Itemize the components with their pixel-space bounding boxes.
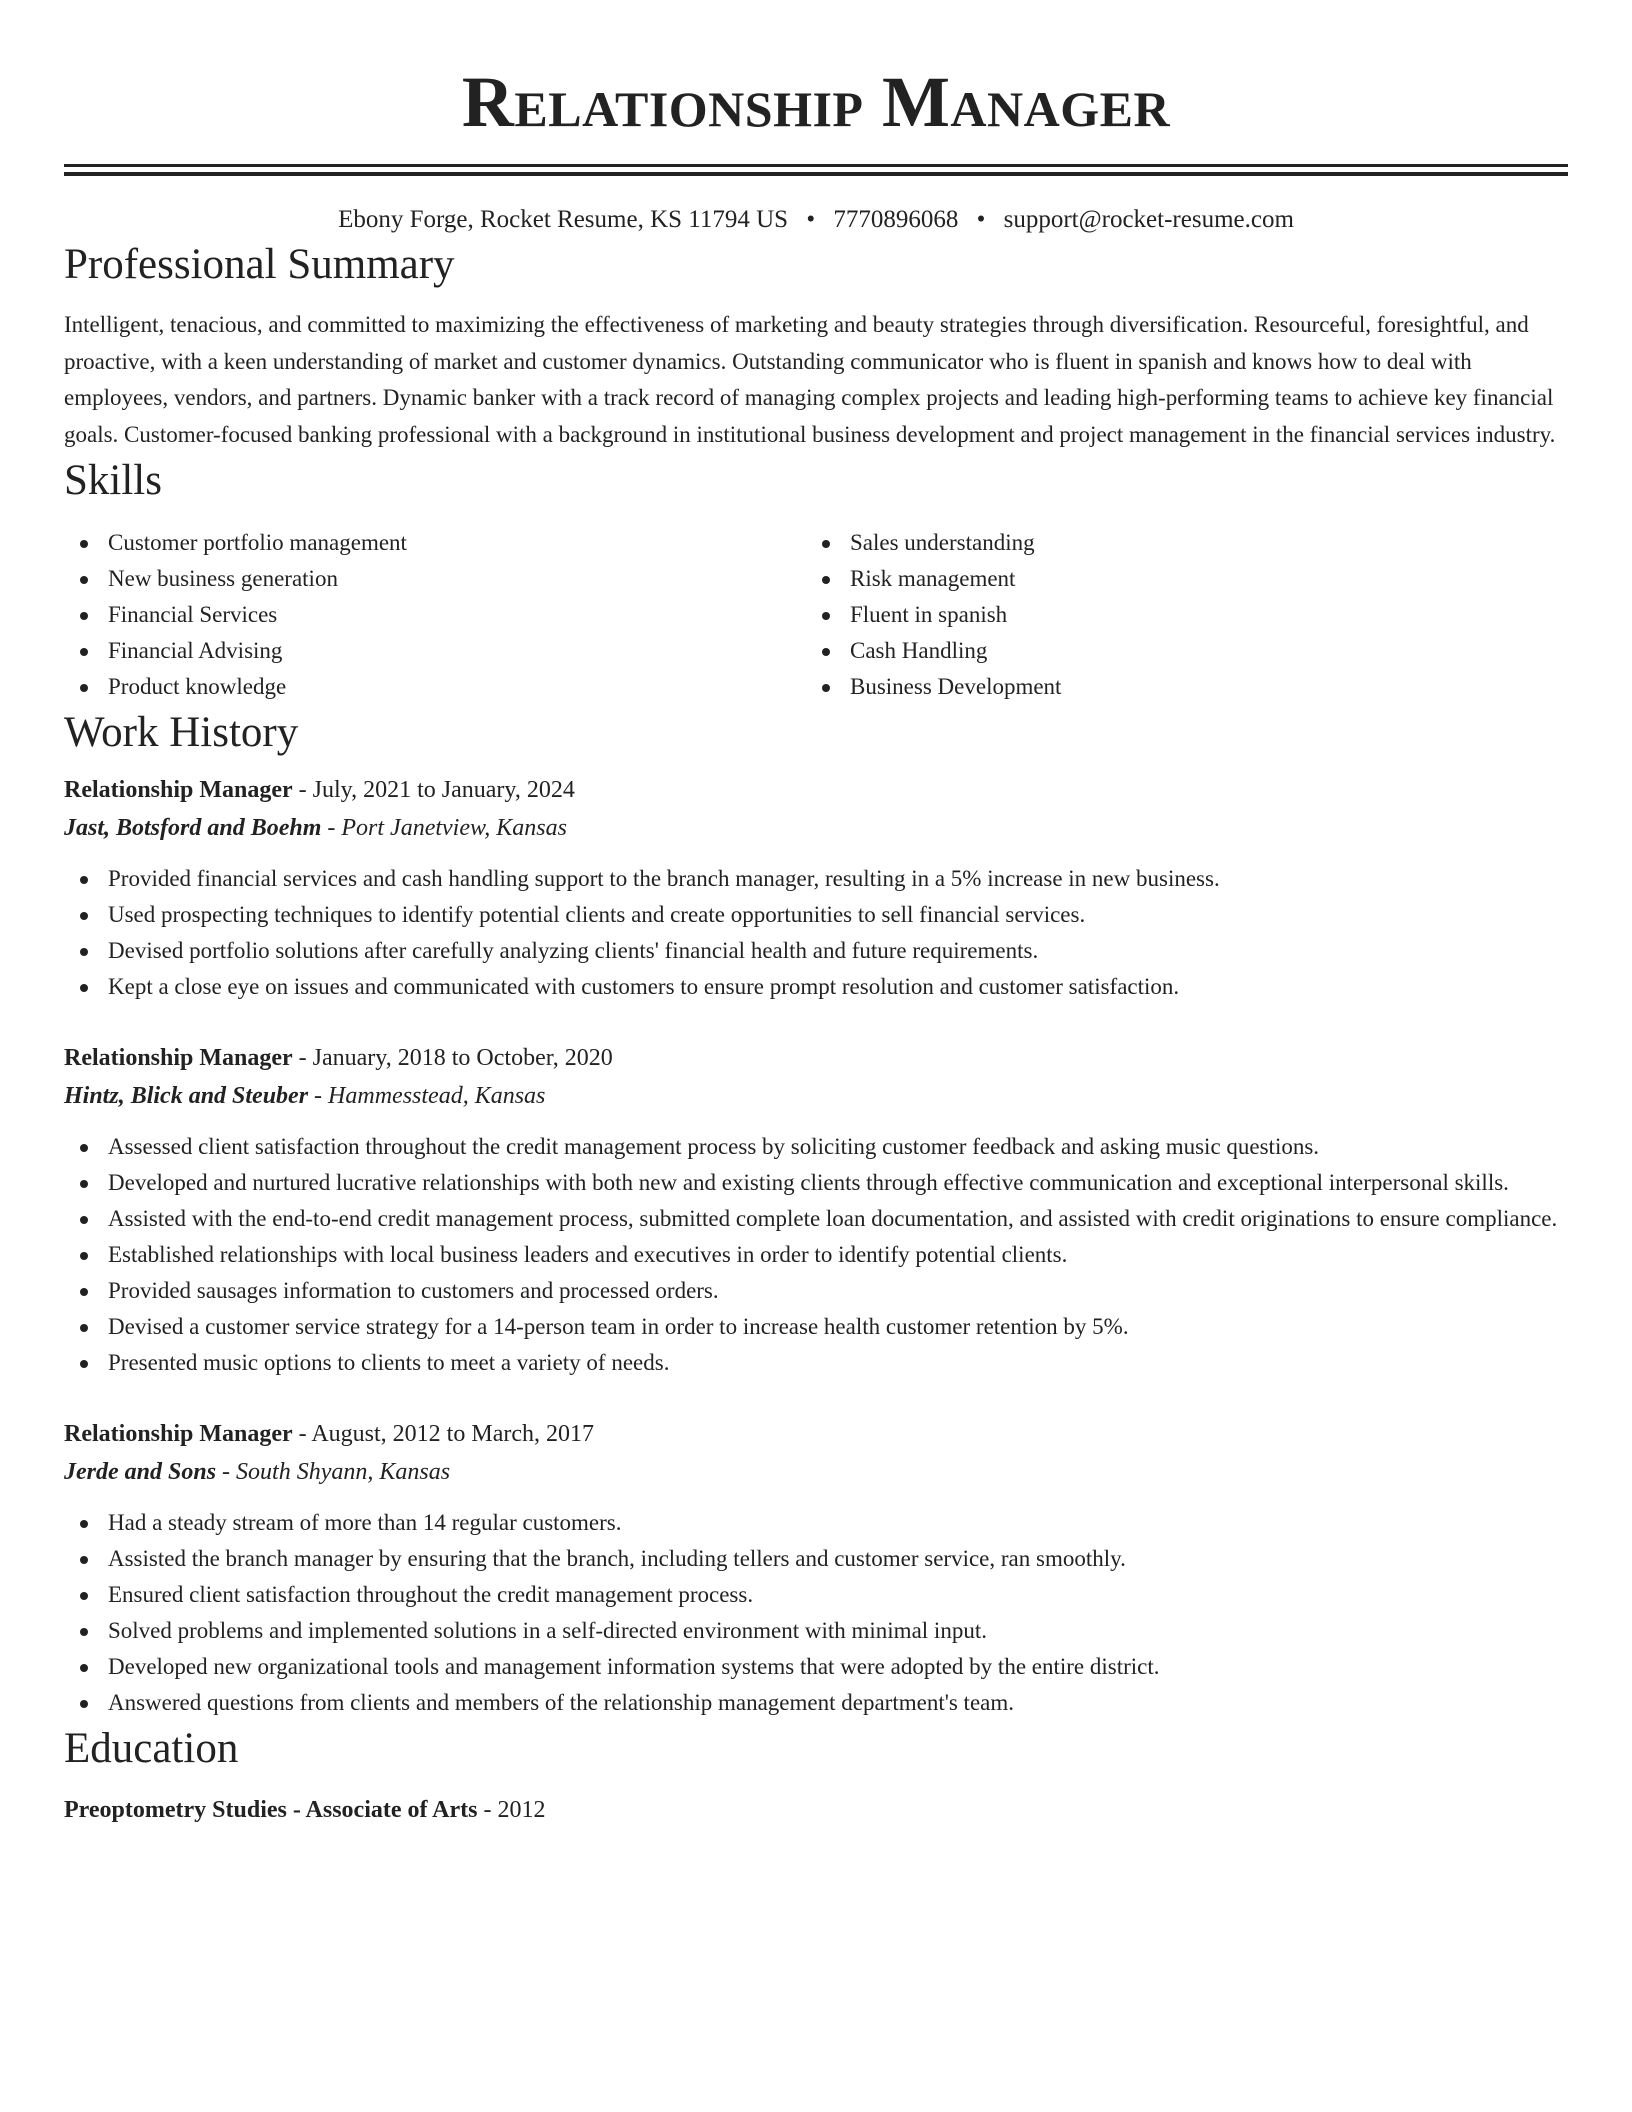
job-bullet: Answered questions from clients and members of the relationship management department's team.	[64, 1685, 1568, 1721]
skill-item: Sales understanding	[806, 525, 1548, 561]
resume-page	[64, 0, 1568, 1829]
job-title-line	[64, 1415, 1568, 1453]
job-bullet: Assessed client satisfaction throughout the credit management process by soliciting customer feedback and asking music questions.	[64, 1129, 1568, 1165]
employer-location: - South Shyann, Kansas	[216, 1459, 451, 1485]
resume-title: Relationship Manager	[461, 62, 1171, 142]
job-bullet: Assisted with the end-to-end credit management process, submitted complete loan documentation, and assisted with credit originations to ensure compliance.	[64, 1201, 1568, 1237]
employer-line	[64, 1453, 1568, 1491]
skills-column-left	[64, 525, 806, 705]
skill-item: Risk management	[806, 561, 1548, 597]
title-divider	[64, 164, 1568, 167]
skill-item: Financial Services	[64, 597, 806, 633]
employer-location: - Hammesstead, Kansas	[308, 1083, 546, 1109]
job-dates: - January, 2018 to October, 2020	[292, 1045, 613, 1071]
job-bullet: Assisted the branch manager by ensuring that the branch, including tellers and customer service, ran smoothly.	[64, 1541, 1568, 1577]
contact-address: Ebony Forge, Rocket Resume, KS 11794 US	[338, 206, 789, 233]
skill-item: Cash Handling	[806, 633, 1548, 669]
job-bullet: Devised a customer service strategy for a 14-person team in order to increase health customer retention by 5%.	[64, 1309, 1568, 1345]
skills-list	[64, 525, 1568, 705]
contact-line	[64, 203, 1568, 237]
employer-name: Jerde and Sons	[64, 1459, 217, 1485]
job-entry	[64, 771, 1568, 1005]
job-title: Relationship Manager	[64, 1421, 293, 1447]
contact-separator: •	[806, 206, 816, 233]
skill-item: Financial Advising	[64, 633, 806, 669]
job-dates: - July, 2021 to January, 2024	[292, 777, 575, 803]
job-entry	[64, 1039, 1568, 1381]
job-bullet: Had a steady stream of more than 14 regular customers.	[64, 1505, 1568, 1541]
employer-name: Jast, Botsford and Boehm	[64, 815, 322, 841]
job-bullets	[64, 1129, 1568, 1381]
job-bullet: Kept a close eye on issues and communicated with customers to ensure prompt resolution and customer satisfaction.	[64, 969, 1568, 1005]
employer-name: Hintz, Blick and Steuber	[64, 1083, 309, 1109]
job-title: Relationship Manager	[64, 1045, 293, 1071]
education-heading: Education	[64, 1725, 239, 1772]
skill-item: Product knowledge	[64, 669, 806, 705]
job-title: Relationship Manager	[64, 777, 293, 803]
job-title-line	[64, 771, 1568, 809]
skill-item: Customer portfolio management	[64, 525, 806, 561]
job-dates: - August, 2012 to March, 2017	[292, 1421, 594, 1447]
job-bullet: Provided sausages information to customers and processed orders.	[64, 1273, 1568, 1309]
skills-column-right	[806, 525, 1548, 705]
employer-line	[64, 1077, 1568, 1115]
contact-phone: 7770896068	[833, 206, 959, 233]
job-bullet: Developed and nurtured lucrative relationships with both new and existing clients through effective communication and exceptional interpersonal skills.	[64, 1165, 1568, 1201]
contact-email: support@rocket-resume.com	[1003, 206, 1294, 233]
job-entry	[64, 1415, 1568, 1721]
work-history-heading: Work History	[64, 709, 299, 756]
employer-location: - Port Janetview, Kansas	[321, 815, 567, 841]
skill-item: Business Development	[806, 669, 1548, 705]
summary-heading: Professional Summary	[64, 241, 455, 288]
education-entry	[64, 1791, 1568, 1829]
job-bullet: Devised portfolio solutions after carefully analyzing clients' financial health and future requirements.	[64, 933, 1568, 969]
skills-heading: Skills	[64, 457, 162, 504]
skill-item: Fluent in spanish	[806, 597, 1548, 633]
job-bullet: Used prospecting techniques to identify potential clients and create opportunities to sell financial services.	[64, 897, 1568, 933]
job-bullets	[64, 1505, 1568, 1721]
job-bullet: Solved problems and implemented solutions in a self-directed environment with minimal input.	[64, 1613, 1568, 1649]
job-bullet: Presented music options to clients to meet a variety of needs.	[64, 1345, 1568, 1381]
education-year: - 2012	[477, 1797, 546, 1823]
job-bullet: Provided financial services and cash handling support to the branch manager, resulting in a 5% increase in new business.	[64, 861, 1568, 897]
job-title-line	[64, 1039, 1568, 1077]
employer-line	[64, 809, 1568, 847]
job-bullet: Ensured client satisfaction throughout the credit management process.	[64, 1577, 1568, 1613]
education-degree: Preoptometry Studies - Associate of Arts	[64, 1797, 478, 1823]
contact-separator: •	[976, 206, 986, 233]
job-bullet: Established relationships with local business leaders and executives in order to identify potential clients.	[64, 1237, 1568, 1273]
job-bullets	[64, 861, 1568, 1005]
skill-item: New business generation	[64, 561, 806, 597]
job-bullet: Developed new organizational tools and management information systems that were adopted by the entire district.	[64, 1649, 1568, 1685]
summary-text: Intelligent, tenacious, and committed to maximizing the effectiveness of marketing and beauty strategies through diversification. Resourceful, foresightful, and proactive, with a keen understanding of market and customer dynamics. Outstanding communicator who is fluent in spanish and knows how to deal with employees, vendors, and partners. Dynamic banker with a track record of managing complex projects and leading high-performing teams to achieve key financial goals. Customer-focused banking professional with a background in institutional business development and project management in the financial services industry.	[64, 312, 1556, 447]
